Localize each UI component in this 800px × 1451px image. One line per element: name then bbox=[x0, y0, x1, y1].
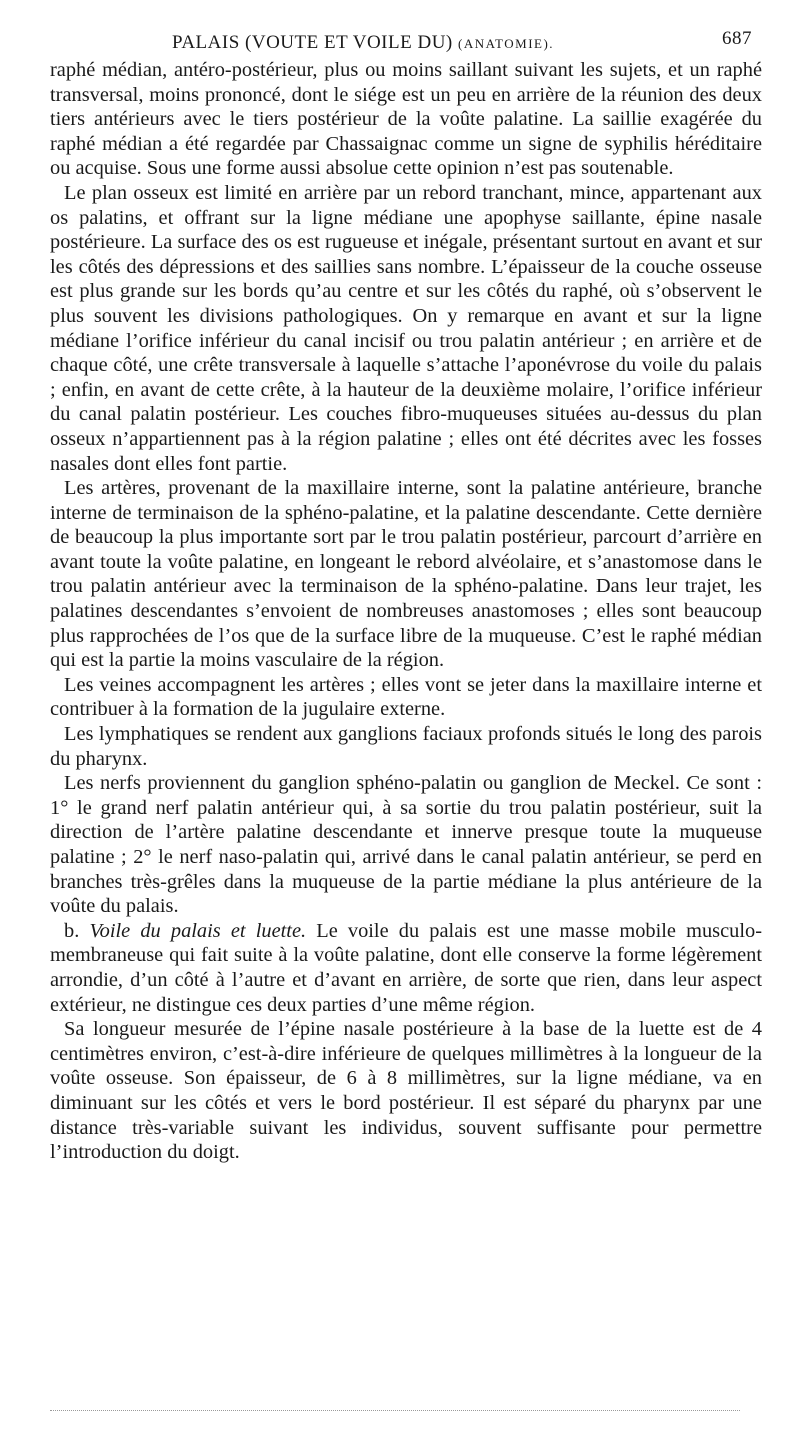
running-title-main: PALAIS (VOUTE ET VOILE DU) bbox=[172, 32, 453, 53]
running-title bbox=[172, 32, 554, 54]
page-number: 687 bbox=[722, 28, 752, 49]
paragraph-arteres: Les artères, provenant de la maxillaire interne, sont la palatine antérieure, branche interne de terminaison de la sphéno-palatine, et la palatine descendante. Cette dernière de beaucoup la plus importante sort par le trou palatin postérieur, parcourt d’arrière en avant toute la voûte palatine, en longeant le rebord alvéolaire, et s’anastomose dans le trou palatin antérieur avec la terminaison de la sphéno-palatine. Dans leur trajet, les palatines descendantes s’envoient de nombreuses anastomoses ; elles sont beaucoup plus rapprochées de l’os que de la surface libre de la muqueuse. C’est le raphé médian qui est la partie la moins vasculaire de la région. bbox=[50, 477, 762, 672]
paragraph-plan-osseux: Le plan osseux est limité en arrière par un rebord tranchant, mince, appartenant aux os palatins, et offrant sur la ligne médiane une apophyse saillante, épine nasale postérieure. La surface des os est rugueuse et inégale, présentant surtout en avant et sur les côtés des dépressions et des saillies sans nombre. L’épaisseur de la couche osseuse est plus grande sur les bords qu’au centre et sur les côtés du raphé, où s’observent le plus souvent les divisions pathologiques. On y remarque en avant et sur la ligne médiane l’orifice inférieur du canal incisif ou trou palatin antérieur ; en arrière et de chaque côté, une crête transversale à laquelle s’attache l’aponévrose du voile du palais ; enfin, en avant de cette crête, à la hauteur de la deuxième molaire, l’orifice inférieur du canal palatin postérieur. Les couches fibro-muqueuses situées au-dessus du plan osseux n’appartiennent pas à la région palatine ; elles ont été décrites avec les fosses nasales dont elles font partie. bbox=[50, 181, 762, 475]
paragraph-lymphatiques: Les lymphatiques se rendent aux ganglions faciaux profonds situés le long des parois du pharynx. bbox=[50, 723, 762, 770]
section-text: Le voile du palais est une masse mobile musculo-membraneuse qui fait suite à la voûte palatine, dont elle conserve la forme légèrement arrondie, d’un côté à l’autre et d’avant en arrière, de sorte que rien, dans leur aspect extérieur, ne distingue ces deux parties d’une même région. bbox=[50, 919, 762, 1016]
body-text bbox=[50, 58, 762, 1165]
paragraph-raphe: raphé médian, antéro-postérieur, plus ou moins saillant suivant les sujets, et un raphé transversal, moins prononcé, dont le siége est un peu en arrière de la réunion des deux tiers antérieurs avec le tiers postérieur de la voûte palatine. La saillie exagérée du raphé médian a été regardée par Chassaignac comme un signe de syphilis héréditaire ou acquise. Sous une forme aussi absolue cette opinion n’est pas soutenable. bbox=[50, 59, 762, 180]
paragraph-nerfs: Les nerfs proviennent du ganglion sphéno-palatin ou ganglion de Meckel. Ce sont : 1° le grand nerf palatin antérieur qui, à sa sortie du trou palatin postérieur, suit la direction de l’artère palatine descendante et innerve presque toute la muqueuse palatine ; 2° le nerf naso-palatin qui, arrivé dans le canal palatin antérieur, se perd en branches très-grêles dans la muqueuse de la partie médiane la plus antérieure de la voûte du palais. bbox=[50, 772, 762, 918]
book-page bbox=[50, 22, 762, 1165]
paragraph-veines: Les veines accompagnent les artères ; elles vont se jeter dans la maxillaire interne et contribuer à la formation de la jugulaire externe. bbox=[50, 673, 762, 721]
footer-rule bbox=[50, 1410, 740, 1411]
section-heading: Voile du palais et luette. bbox=[89, 919, 307, 942]
paragraph-voile-du-palais bbox=[50, 919, 762, 1017]
running-head bbox=[50, 22, 762, 58]
paragraph-longueur: Sa longueur mesurée de l’épine nasale postérieure à la base de la luette est de 4 centimètres environ, c’est-à-dire inférieure de quelques millimètres à la longueur de la voûte osseuse. Son épaisseur, de 6 à 8 millimètres, sur la ligne médiane, va en diminuant sur les côtés et vers le bord postérieur. Il est séparé du pharynx par une distance très-variable suivant les individus, souvent suffisante pour permettre l’introduction du doigt. bbox=[50, 1018, 762, 1164]
section-label: b. bbox=[64, 919, 80, 942]
running-title-section: (ANATOMIE). bbox=[458, 36, 555, 51]
